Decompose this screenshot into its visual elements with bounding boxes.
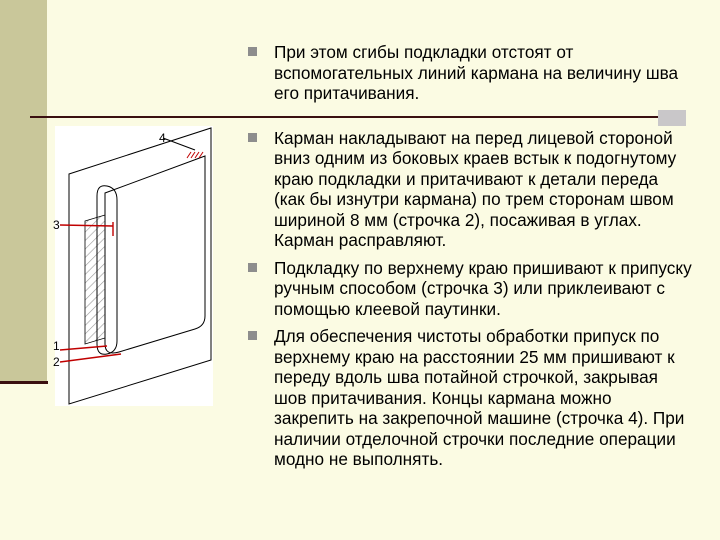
callout-1: 1 <box>53 339 60 353</box>
bullet-item <box>244 258 692 320</box>
pocket-diagram <box>55 126 213 406</box>
pocket-diagram-svg <box>55 126 213 406</box>
bullet-item <box>244 128 692 251</box>
bullet-text: Подкладку по верхнему краю пришивают к припуску ручным способом (строчка 3) или приклеивают с помощью клеевой паутинки. <box>274 257 692 319</box>
left-accent-bar <box>0 0 47 382</box>
bullet-item <box>244 42 692 104</box>
bullet-square-icon <box>248 263 257 272</box>
callout-3: 3 <box>53 218 60 232</box>
bullet-square-icon <box>248 47 257 56</box>
bullet-list <box>244 42 692 470</box>
bullet-square-icon <box>248 133 257 142</box>
callout-2: 2 <box>53 355 60 369</box>
bottom-accent-rule <box>0 381 48 384</box>
callout-4: 4 <box>159 131 166 145</box>
lining-strip <box>85 215 105 344</box>
stitch-line-3 <box>60 225 113 226</box>
bullet-item <box>244 326 692 470</box>
bullet-text: Для обеспечения чистоты обработки припуск по верхнему краю на расстоянии 25 мм пришивают к переду вдоль шва потайной строчкой, закрывая шов притачивания. Концы кармана можно закрепить на закрепочной машине (строчка 4). При наличии отделочной строчки последние операции модно не выполнять. <box>274 326 685 469</box>
bullet-text: Карман накладывают на перед лицевой стороной вниз одним из боковых краев встык к подогнутому краю подкладки и притачивают к детали переда (как бы изнутри кармана) по трем сторонам швом шириной 8 мм (строчка 2), посаживая в углах. Карман расправляют. <box>274 127 677 250</box>
bullet-text: При этом сгибы подкладки отстоят от вспомогательных линий кармана на величину шва его притачивания. <box>274 42 679 103</box>
bullet-square-icon <box>248 331 257 340</box>
